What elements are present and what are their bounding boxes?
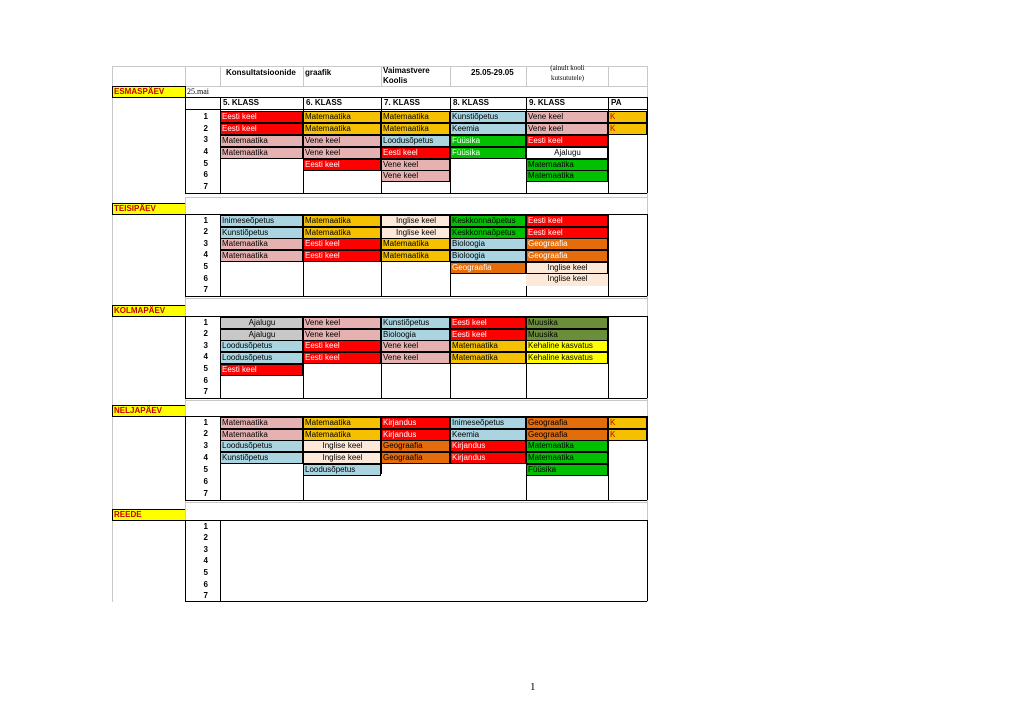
subject-cell: Matemaatika [303, 227, 381, 239]
subject-cell: Matemaatika [526, 159, 608, 171]
border [647, 520, 648, 601]
subject-cell: Kunstiõpetus [220, 227, 303, 239]
subject-cell: Füüsika [450, 147, 526, 159]
subject-cell: Eesti keel [526, 227, 608, 239]
subject-cell: Geograafia [526, 238, 608, 250]
subject-cell: K [608, 123, 647, 135]
subject-cell: Geograafia [526, 250, 608, 262]
schedule-sheet [112, 66, 647, 602]
day-label-monday: ESMASPÄEV [112, 86, 186, 98]
subject-cell: Matemaatika [303, 111, 381, 123]
subject-cell: Kehaline kasvatus [526, 340, 608, 352]
subject-cell: Ajalugu [526, 147, 608, 159]
grid-line [220, 66, 221, 86]
subject-cell: Ajalugu [220, 317, 303, 329]
subject-cell: Vene keel [303, 317, 381, 329]
grid-line [112, 66, 113, 602]
subject-cell: Vene keel [526, 111, 608, 123]
subject-cell: Geograafia [450, 262, 526, 274]
subject-cell: Eesti keel [220, 111, 303, 123]
border [185, 398, 647, 399]
subject-cell: Eesti keel [303, 352, 381, 364]
subject-cell: Vene keel [303, 135, 381, 147]
lesson-number: 1 [203, 522, 208, 531]
subject-cell: Matemaatika [303, 429, 381, 441]
subject-cell: Matemaatika [220, 135, 303, 147]
subject-cell: Matemaatika [381, 111, 450, 123]
lesson-number: 2 [203, 227, 208, 236]
subject-cell: Matemaatika [220, 250, 303, 262]
subject-cell: Inglise keel [526, 262, 608, 274]
subject-cell: Vene keel [526, 123, 608, 135]
column-header: 9. KLASS [529, 98, 566, 107]
subject-cell: Matemaatika [526, 452, 608, 464]
header-title3b: Koolis [383, 76, 408, 85]
day-label-tuesday: TEISIPÄEV [112, 203, 186, 215]
border [185, 296, 647, 297]
subject-cell: Kirjandus [381, 429, 450, 441]
subject-cell: Eesti keel [450, 317, 526, 329]
subject-cell: K [608, 111, 647, 123]
border [608, 316, 609, 398]
subject-cell: Keemia [450, 123, 526, 135]
subject-cell: Vene keel [381, 159, 450, 171]
lesson-number: 7 [203, 489, 208, 498]
subject-cell: Matemaatika [303, 215, 381, 227]
subject-cell: Bioloogia [381, 329, 450, 341]
lesson-number: 7 [203, 387, 208, 396]
border [647, 97, 648, 193]
lesson-number: 4 [203, 352, 208, 361]
lesson-number: 3 [203, 545, 208, 554]
header-dates: 25.05-29.05 [471, 68, 514, 77]
subject-cell: Inimeseõpetus [450, 417, 526, 429]
subject-cell: Inglise keel [381, 215, 450, 227]
subject-cell: Eesti keel [526, 215, 608, 227]
column-header: 6. KLASS [306, 98, 343, 107]
subject-cell: Inglise keel [526, 274, 608, 286]
column-header: 7. KLASS [384, 98, 421, 107]
subject-cell: Keemia [450, 429, 526, 441]
subject-cell: Geograafia [526, 429, 608, 441]
lesson-number: 5 [203, 262, 208, 271]
lesson-number: 6 [203, 580, 208, 589]
subject-cell: Matemaatika [526, 170, 608, 182]
subject-cell: Matemaatika [220, 417, 303, 429]
header-title1: Konsultatsioonide [226, 68, 296, 77]
subject-cell: Eesti keel [220, 364, 303, 376]
border [185, 109, 647, 110]
subject-cell: Bioloogia [450, 250, 526, 262]
border [647, 316, 648, 398]
border [185, 193, 647, 194]
subject-cell: Eesti keel [303, 250, 381, 262]
subject-cell: Eesti keel [450, 329, 526, 341]
column-header: 8. KLASS [453, 98, 490, 107]
subject-cell: K [608, 417, 647, 429]
subject-cell: Vene keel [303, 329, 381, 341]
lesson-number: 5 [203, 568, 208, 577]
subject-cell: Keskkonnaõpetus [450, 215, 526, 227]
subject-cell: Matemaatika [526, 440, 608, 452]
border [185, 601, 647, 602]
grid-line [608, 66, 609, 86]
subject-cell: Geograafia [526, 417, 608, 429]
subject-cell: Kirjandus [450, 440, 526, 452]
subject-cell: Inglise keel [381, 227, 450, 239]
lesson-number: 5 [203, 465, 208, 474]
border [608, 214, 609, 296]
subject-cell: Geograafia [381, 440, 450, 452]
subject-cell: Füüsika [526, 464, 608, 476]
lesson-number: 5 [203, 159, 208, 168]
lesson-number: 2 [203, 329, 208, 338]
lesson-number: 4 [203, 147, 208, 156]
subject-cell: Loodusõpetus [220, 340, 303, 352]
subject-cell: Kehaline kasvatus [526, 352, 608, 364]
lesson-number: 6 [203, 170, 208, 179]
subject-cell: Muusika [526, 329, 608, 341]
lesson-number: 2 [203, 533, 208, 542]
lesson-number: 4 [203, 250, 208, 259]
subject-cell: Matemaatika [381, 123, 450, 135]
subject-cell: Keskkonnaõpetus [450, 227, 526, 239]
subject-cell: Loodusõpetus [220, 352, 303, 364]
subject-cell: Eesti keel [220, 123, 303, 135]
subject-cell: Geograafia [381, 452, 450, 464]
lesson-number: 3 [203, 239, 208, 248]
subject-cell: Inimeseõpetus [220, 215, 303, 227]
grid-line [185, 502, 647, 503]
lesson-number: 7 [203, 182, 208, 191]
header-title3a: Vaimastvere [383, 66, 430, 75]
border [647, 416, 648, 500]
lesson-number: 6 [203, 477, 208, 486]
subject-cell: Matemaatika [303, 417, 381, 429]
lesson-number: 5 [203, 364, 208, 373]
lesson-number: 6 [203, 376, 208, 385]
lesson-number: 1 [203, 216, 208, 225]
column-header: PA [611, 98, 622, 107]
lesson-number: 7 [203, 591, 208, 600]
grid-line [450, 66, 451, 86]
subject-cell: Bioloogia [450, 238, 526, 250]
subject-cell: Matemaatika [220, 238, 303, 250]
grid-line [185, 298, 647, 299]
subject-cell: Eesti keel [526, 135, 608, 147]
border [220, 520, 221, 601]
subject-cell: Eesti keel [303, 340, 381, 352]
lesson-number: 1 [203, 418, 208, 427]
subject-cell: Matemaatika [450, 340, 526, 352]
subject-cell: Matemaatika [381, 250, 450, 262]
day-label-wednesday: KOLMAPÄEV [112, 305, 186, 317]
lesson-number: 4 [203, 453, 208, 462]
subject-cell: Matemaatika [381, 238, 450, 250]
subject-cell: Vene keel [381, 352, 450, 364]
subject-cell: Ajalugu [220, 329, 303, 341]
subject-cell: Loodusõpetus [220, 440, 303, 452]
subject-cell: Eesti keel [303, 238, 381, 250]
subject-cell: Kirjandus [450, 452, 526, 464]
lesson-number: 2 [203, 429, 208, 438]
subject-cell: Vene keel [381, 170, 450, 182]
subject-cell: Loodusõpetus [303, 464, 381, 476]
subject-cell: Kunstiõpetus [220, 452, 303, 464]
subject-cell: Inglise keel [303, 452, 381, 464]
subject-cell: Matemaatika [303, 123, 381, 135]
border [647, 214, 648, 296]
subject-cell: Kirjandus [381, 417, 450, 429]
subject-cell: Vene keel [381, 340, 450, 352]
grid-line [185, 197, 647, 198]
lesson-number: 7 [203, 285, 208, 294]
grid-line [185, 400, 647, 401]
column-header: 5. KLASS [223, 98, 260, 107]
subject-cell: Vene keel [303, 147, 381, 159]
day-label-thursday: NELJAPÄEV [112, 405, 186, 417]
subject-cell: Muusika [526, 317, 608, 329]
subject-cell: Inglise keel [303, 440, 381, 452]
border [185, 500, 647, 501]
lesson-number: 1 [203, 112, 208, 121]
lesson-number: 3 [203, 135, 208, 144]
page-number: 1 [530, 681, 536, 693]
subject-cell: K [608, 429, 647, 441]
subject-cell: Kunstiõpetus [450, 111, 526, 123]
subject-cell: Matemaatika [220, 429, 303, 441]
subject-cell: Loodusõpetus [381, 135, 450, 147]
header-title2: graafik [305, 68, 332, 77]
lesson-number: 1 [203, 318, 208, 327]
subject-cell: Kunstiõpetus [381, 317, 450, 329]
lesson-number: 3 [203, 341, 208, 350]
border [185, 520, 647, 521]
subject-cell: Matemaatika [450, 352, 526, 364]
lesson-number: 4 [203, 556, 208, 565]
subject-cell: Eesti keel [381, 147, 450, 159]
date-label: 25.mai [187, 87, 209, 96]
header-note2: kutsututele) [550, 74, 585, 82]
subject-cell: Füüsika [450, 135, 526, 147]
header-note1: (ainult kooli [550, 64, 585, 72]
lesson-number: 2 [203, 124, 208, 133]
subject-cell: Eesti keel [303, 159, 381, 171]
subject-cell: Matemaatika [220, 147, 303, 159]
day-label-friday: REEDE [112, 509, 186, 521]
lesson-number: 6 [203, 274, 208, 283]
lesson-number: 3 [203, 441, 208, 450]
